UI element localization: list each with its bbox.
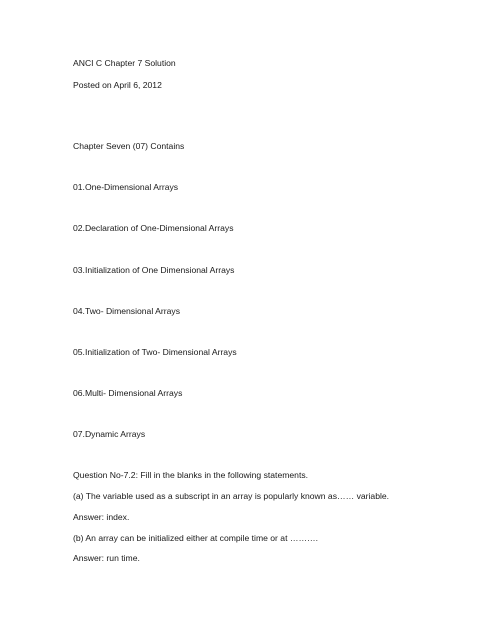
question-heading: Question No-7.2: Fill in the blanks in the following statements. xyxy=(73,470,309,480)
contents-item: 05.Initialization of Two- Dimensional Arrays xyxy=(73,347,237,357)
contents-item: 04.Two- Dimensional Arrays xyxy=(73,306,180,316)
posted-date: Posted on April 6, 2012 xyxy=(73,80,162,90)
contents-item: 06.Multi- Dimensional Arrays xyxy=(73,388,183,398)
document-title: ANCI C Chapter 7 Solution xyxy=(73,58,176,68)
answer-text: Answer: run time. xyxy=(73,553,140,563)
contents-item: 03.Initialization of One Dimensional Arrays xyxy=(73,265,235,275)
answer-text: Answer: index. xyxy=(73,512,130,522)
question-text: (a) The variable used as a subscript in an array is popularly known as…… variable. xyxy=(73,491,390,501)
contents-item: 02.Declaration of One-Dimensional Arrays xyxy=(73,223,234,233)
contents-item: 07.Dynamic Arrays xyxy=(73,429,146,439)
contents-heading: Chapter Seven (07) Contains xyxy=(73,141,185,151)
question-text: (b) An array can be initialized either at compile time or at ………. xyxy=(73,533,319,543)
contents-item: 01.One-Dimensional Arrays xyxy=(73,182,179,192)
